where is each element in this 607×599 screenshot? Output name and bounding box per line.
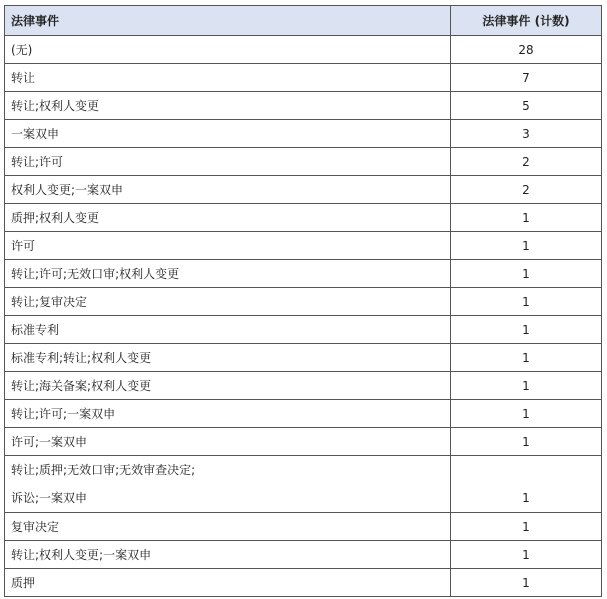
event-cell: 一案双申 [5, 120, 451, 148]
event-cell: 质押;权利人变更 [5, 204, 451, 232]
event-cell: 转让;许可 [5, 148, 451, 176]
event-cell: 标准专利 [5, 316, 451, 344]
event-cell: 质押 [5, 569, 451, 597]
table-row [5, 120, 602, 148]
table-row [5, 372, 602, 400]
table-row [5, 569, 602, 597]
table-row [5, 260, 602, 288]
count-cell: 1 [451, 513, 602, 541]
event-cell: 许可 [5, 232, 451, 260]
event-cell: 转让;海关备案;权利人变更 [5, 372, 451, 400]
table-row [5, 232, 602, 260]
count-cell: 1 [451, 428, 602, 456]
table-row [5, 428, 602, 456]
event-cell: 转让;复审决定 [5, 288, 451, 316]
count-cell: 3 [451, 120, 602, 148]
table-row [5, 36, 602, 64]
table-row [5, 92, 602, 120]
table-row [5, 204, 602, 232]
table-row [5, 513, 602, 541]
count-cell: 1 [451, 372, 602, 400]
count-cell: 1 [451, 541, 602, 569]
count-cell: 1 [451, 344, 602, 372]
count-cell: 1 [451, 569, 602, 597]
table-row [5, 64, 602, 92]
table-row [5, 176, 602, 204]
count-cell: 28 [451, 36, 602, 64]
count-cell: 2 [451, 148, 602, 176]
event-cell: (无) [5, 36, 451, 64]
header-row [5, 6, 602, 36]
event-cell: 转让;许可;一案双申 [5, 400, 451, 428]
legal-events-table [4, 5, 602, 597]
count-cell: 5 [451, 92, 602, 120]
count-cell: 1 [451, 288, 602, 316]
table-row [5, 316, 602, 344]
event-cell: 转让;许可;无效口审;权利人变更 [5, 260, 451, 288]
count-cell: 1 [451, 316, 602, 344]
count-cell: 1 [451, 232, 602, 260]
event-cell: 标准专利;转让;权利人变更 [5, 344, 451, 372]
count-cell: 7 [451, 64, 602, 92]
header-legal-event-count[interactable]: 法律事件 (计数) [451, 6, 602, 36]
count-cell: 1 [451, 260, 602, 288]
count-cell: 1 [451, 456, 602, 513]
table-row [5, 288, 602, 316]
table-row [5, 456, 602, 513]
event-cell: 许可;一案双申 [5, 428, 451, 456]
table-row [5, 400, 602, 428]
event-cell: 权利人变更;一案双申 [5, 176, 451, 204]
table-row [5, 541, 602, 569]
event-cell: 转让 [5, 64, 451, 92]
event-cell: 转让;权利人变更 [5, 92, 451, 120]
table-row [5, 148, 602, 176]
count-cell: 2 [451, 176, 602, 204]
count-cell: 1 [451, 204, 602, 232]
event-cell: 复审决定 [5, 513, 451, 541]
count-cell: 1 [451, 400, 602, 428]
header-legal-event[interactable]: 法律事件 [5, 6, 451, 36]
event-text-line-1: 转让;质押;无效口审;无效审查决定; [11, 463, 196, 477]
event-cell [5, 456, 451, 513]
event-cell: 转让;权利人变更;一案双申 [5, 541, 451, 569]
event-text-line-2: 诉讼;一案双申 [11, 491, 88, 505]
table-row [5, 344, 602, 372]
